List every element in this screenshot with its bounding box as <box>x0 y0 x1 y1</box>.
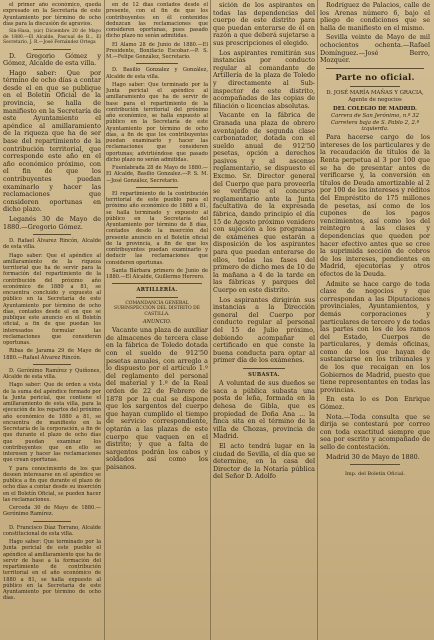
paragraph: Leganés 30 de Mayo de 1880.—Gregorio Gómez. <box>3 214 101 231</box>
section-title: Parte no oficial. <box>335 72 415 83</box>
paragraph: Nota.—Toda consulta que se dirija se contestará por correo con toda exactitud siempre que sea por escrito y acompañado de sello de contestación. <box>320 412 430 451</box>
divider <box>33 49 71 50</box>
divider <box>326 68 424 69</box>
paragraph: A voluntad de sus dueños se saca a pública subasta una posta de leña, formada en la dehesa de Gibla, que es propiedad de Doña Ana ... la finca sita en el término de la villa de Chozas, provincia de Madrid. <box>213 379 315 441</box>
paragraph: El repartimiento de la contribución territorial de este pueblo para el próximo año económico de 1880 a 81, se halla terminado y expuesto al público en la Secretaría del Ayuntamiento por término de 8 días, contados desde la inserción del presente anuncio en el Boletín oficial de la provincia, a fin de que los contribuyentes puedan examinarlo y deducir las reclamaciones que consideren oportunas. <box>106 190 208 266</box>
agent-role: Agente de negocios <box>348 97 402 103</box>
paragraph: Vacante en la fábrica de Granada una plaza de obrero aventajado de segunda clase carbonatador, dotada con el sueldo anual de 912'50 pesetas, opción a derechos pasivos y al ascenso reglamentario, se dispuesto el Excmo. Sr. Director general del Cuerpo que para proveerla se verifique el concurso reglamentario ante la Junta facultativa de la expresada fábrica, dando principio el día 15 de Agosto próximo venidero con sujeción a los programas de exámenes que estarán a disposición de los aspirantes para que puedan enterarse de ellos, todas las fases del primero de dicho mes de 10 de la mañana a 4 de la tarde en las fábricas y parques del Cuerpo en este distrito. <box>213 111 315 294</box>
paragraph: Madrid 30 de Mayo de 1880. <box>326 452 420 461</box>
paragraph: Vacante una plaza de auxiliar de almacenes de tercera clase en la fábrica de Toledo dotada con el sueldo de 912'50 pesetas anuales, con arreglo a lo dispuesto por el artículo 1.º del reglamento del personal del material y 1.º de la Real orden de 22 de Febrero de 1878 por la cual se dispone que los sargentos del cuerpo que hayan cumplido el tiempo de servicio correspondiente, optarán a las plazas de este cuerpo que vaquen en el distrito; y que a falta de sargentos podrán los cabos y soldados así como los paisanos. <box>106 326 208 471</box>
section-heading: ARTILLERÍA. <box>136 287 178 294</box>
paragraph: Rodríguez de Palacios, calle de los Arenas número 6, bajo el pliego de condiciones que se halla de manifiesto en el mismo. <box>320 2 430 32</box>
divider <box>33 364 71 365</box>
column-rule-1 <box>104 0 105 640</box>
paragraph: Fuenlabrada 28 de Mayo de 1880.—El Alcalde, Basilio Gonzalez.—P. S. M.—José González, Secretario. <box>106 165 208 184</box>
divider <box>350 86 400 87</box>
agent-address: Carrera de San Jerónimo, n.º 32 <box>330 112 420 119</box>
paragraph: Sevilla veinte de Mayo de mil ochocientos ochenta.—Rafael Domínguez.—José Berro, Mozquer. <box>320 33 430 65</box>
paragraph: Ribas de Jarama 29 de Mayo de 1880.—Rafael Álvarez Rincón. <box>3 348 101 361</box>
paragraph: Hago saber: Que de orden a vista de la suma del apéndice formado por la Junta pericial, que contiene el amillaramiento de esta villa, para la ejecución de los repartos del próximo año económico de 1880 a 81, se encuentra de manifiesto en la Secretaría de la corporación, a fin de que durante el plazo de ocho días que puedan examinar los contribuyentes que en ello se interesen y hacer las reclamaciones que crean oportunas. <box>3 382 101 464</box>
divider <box>350 464 400 465</box>
paragraph: D. Basilio Gonzalez y González, Alcalde de esta villa. <box>106 67 208 80</box>
paragraph: D. Gregorio Gómez y Gómez, Alcalde de esta villa. <box>3 51 101 68</box>
paragraph: Sin-Hasa, (sic) Diciembre 20 de Mayo de 1880.—El Alcalde, Pascual de B... El Secretario, J. R.—José Fernández Ortega <box>3 29 101 45</box>
column-1 <box>3 2 101 636</box>
section-heading: SUBASTA. <box>248 371 280 378</box>
divider <box>243 368 285 369</box>
paragraph: en de 12 días contados desde el presente, con el fin de que los contribuyentes en él contenidos deduzcan las reclamaciones que consideren oportunas, pues pasado dicho plazo no serán admitidas. <box>106 2 208 40</box>
column-rule-2 <box>210 0 211 640</box>
paragraph: Hago saber: Que por término de ocho días a contar desde el en que se publique en el Boletín Oficial de la provincia, se halla de manifiesto en la Secretaría de este Ayuntamiento el apéndice al amillaramiento de la riqueza que ha de ser base del repartimiento de la contribución territorial, que corresponde este año en el año económico próximo, con el fin de que los contribuyentes puedan examinarlo y hacer las reclamaciones que consideren oportunas en dicho plazo. <box>3 68 101 214</box>
column-rule-3 <box>317 0 318 640</box>
paragraph: sición de los aspirantes en todas las dependencias del cuerpo de este distrito para que puedan enterarse de él en razón a que deberá sujetarse a sus prescripciones el elegido. <box>213 2 315 47</box>
paragraph: Cerceda 30 de Mayo de 1880.—Gerónimo Ramírez. <box>3 505 101 518</box>
paragraph: Santa Bárbara primero de Junio de 1880.—El Alcalde, Guillermo Herrero. <box>106 267 208 280</box>
paragraph: D. Francisco Díaz Torrano, Alcalde constitucional de esta villa. <box>3 524 101 537</box>
paragraph: Hago saber: Que terminado por la Junta pericial el apéndice al amillaramiento que ha de servir de base para el repartimiento de la contribución territorial del próximo año económico, se halla expuesto al público en la Secretaría de este Ayuntamiento por término de ocho días, a fin de que los contribuyentes puedan examinarlo y hacer las reclamaciones que consideren oportunas; advirtiéndose que pasado dicho plazo no serán admitidas. <box>106 81 208 163</box>
paragraph: Admite se hace cargo de toda clase de negocios y que correspondan a las Diputaciones provinciales, Ayuntamientos, y demás corporaciones y particulares de tercero y de todas las partes con los de los ramos del Estado, Cuerpos de particulares, y demás oficinas, como de los que hayan de sustanciarse en los tribunales y de los que recaigan en los Gobiernos de Madrid, puesto que tiene representantes en todas las provincias. <box>320 279 430 394</box>
divider <box>136 297 178 298</box>
divider <box>112 283 202 284</box>
section-subheading: COMANDANCIA GENERAL SUBINSPECCIÓN DEL DISTRITO DE CASTILLA. <box>114 300 200 317</box>
paragraph: Los aspirantes dirigirán sus instancias a la Dirección general del Cuerpo por conducto regular al personal del 15 de Julio próximo, debiendo acompañar el certificado en que conste la buena conducta para optar al primer día de los exámenes. <box>213 295 315 365</box>
paragraph: El Alamo 28 de Junio de 1880.—El Presidente, Bonifacio Escobar.—P. S. M.—Felipe González, Secretario. <box>106 41 208 60</box>
paragraph: el primer año económico, queda expresado en la Secretaría de este Ayuntamiento por término de ocho días para la discusión de agravios. <box>3 2 101 27</box>
agent-college: DEL COLEGIO DE MADRID. <box>333 105 417 112</box>
divider <box>33 521 71 522</box>
paragraph: En esta lo es Don Enrique Gómez. <box>320 395 430 412</box>
divider <box>136 187 178 188</box>
paragraph: Y para conocimiento de los que deseen interesarse en el apéndice se publica a fin que durante el plazo de ocho días a contar desde su inserción en el Boletín Oficial, se pueden hacer las reclamaciones. <box>3 465 101 503</box>
column-2 <box>106 2 208 636</box>
divider <box>33 234 71 235</box>
paragraph: D. Gerónimo Ramírez y Quiñones, Alcalde de esta villa. <box>3 367 101 381</box>
paragraph: El acto tendrá lugar en la ciudad de Sevilla, el día que se determine, en la casa del Director de la Notaría pública del Señor D. Adolfo <box>213 441 315 481</box>
agent-address-2: Carretera baja de S. Pablo 2, 2.º izquierda. <box>330 120 420 132</box>
paragraph: Hago saber: Que el apéndice al amillaramiento de la riqueza territorial que ha de servir para la formación del repartimiento de la contribución del próximo año económico de 1880 a 81, se encuentra concluido y expuesto al público en la Secretaría de este Ayuntamiento por término de ocho días, contados desde el en que se publique este anuncio en el Boletín oficial, a fin de que puedan los interesados formular las reclamaciones que consideren oportunas. <box>3 252 101 347</box>
column-3 <box>213 2 315 636</box>
divider <box>136 63 178 64</box>
printer-footer: Imp. del Boletín Oficial. <box>344 471 406 478</box>
paragraph: Hago saber: Que terminado por la Junta pericial de este pueblo el apéndice al amillaramiento que ha de servir de base a la formación del repartimiento de contribución territorial en el año económico de 1880 a 81, se halla expuesto al público en la Secretaría de este Ayuntamiento por término de ocho días. <box>3 539 101 602</box>
agent-name: D. JOSÉ MARÍA MAÑAS Y GRACIA, <box>326 89 424 96</box>
paragraph: Para hacerse cargo de los intereses de los particulares y de la recaudación de títulos de la Renta perpetua al 3 por 100 que se ha de presentar antes de verificarse y, la conversión en títulos de Deuda amortizable al 2 por 100 de los intereses y réditos del Empréstito de 175 millones de pesetas, así como de los cupones de los pagos vencimientos, así como los del reintegro a las clases y dependencias que queden por hacer efectivo antes que se cree la suprimida sección de cobros de los intereses, pendientes en Madrid, ejecutorias y otros efectos de la Deuda. <box>320 133 430 278</box>
paragraph: Los aspirantes remitirán sus instancias por conducto regular al comandante de Artillería de la plaza de Toledo y directamente al Sub-inspector de este distrito, acompañadas de las copias de filiación o licencias absolutas. <box>213 48 315 110</box>
announcement-heading: ANUNCIO. <box>142 319 172 325</box>
column-4 <box>320 2 430 636</box>
paragraph: D. Rafael Álvarez Rincón, Alcalde de esta villa. <box>3 238 101 251</box>
